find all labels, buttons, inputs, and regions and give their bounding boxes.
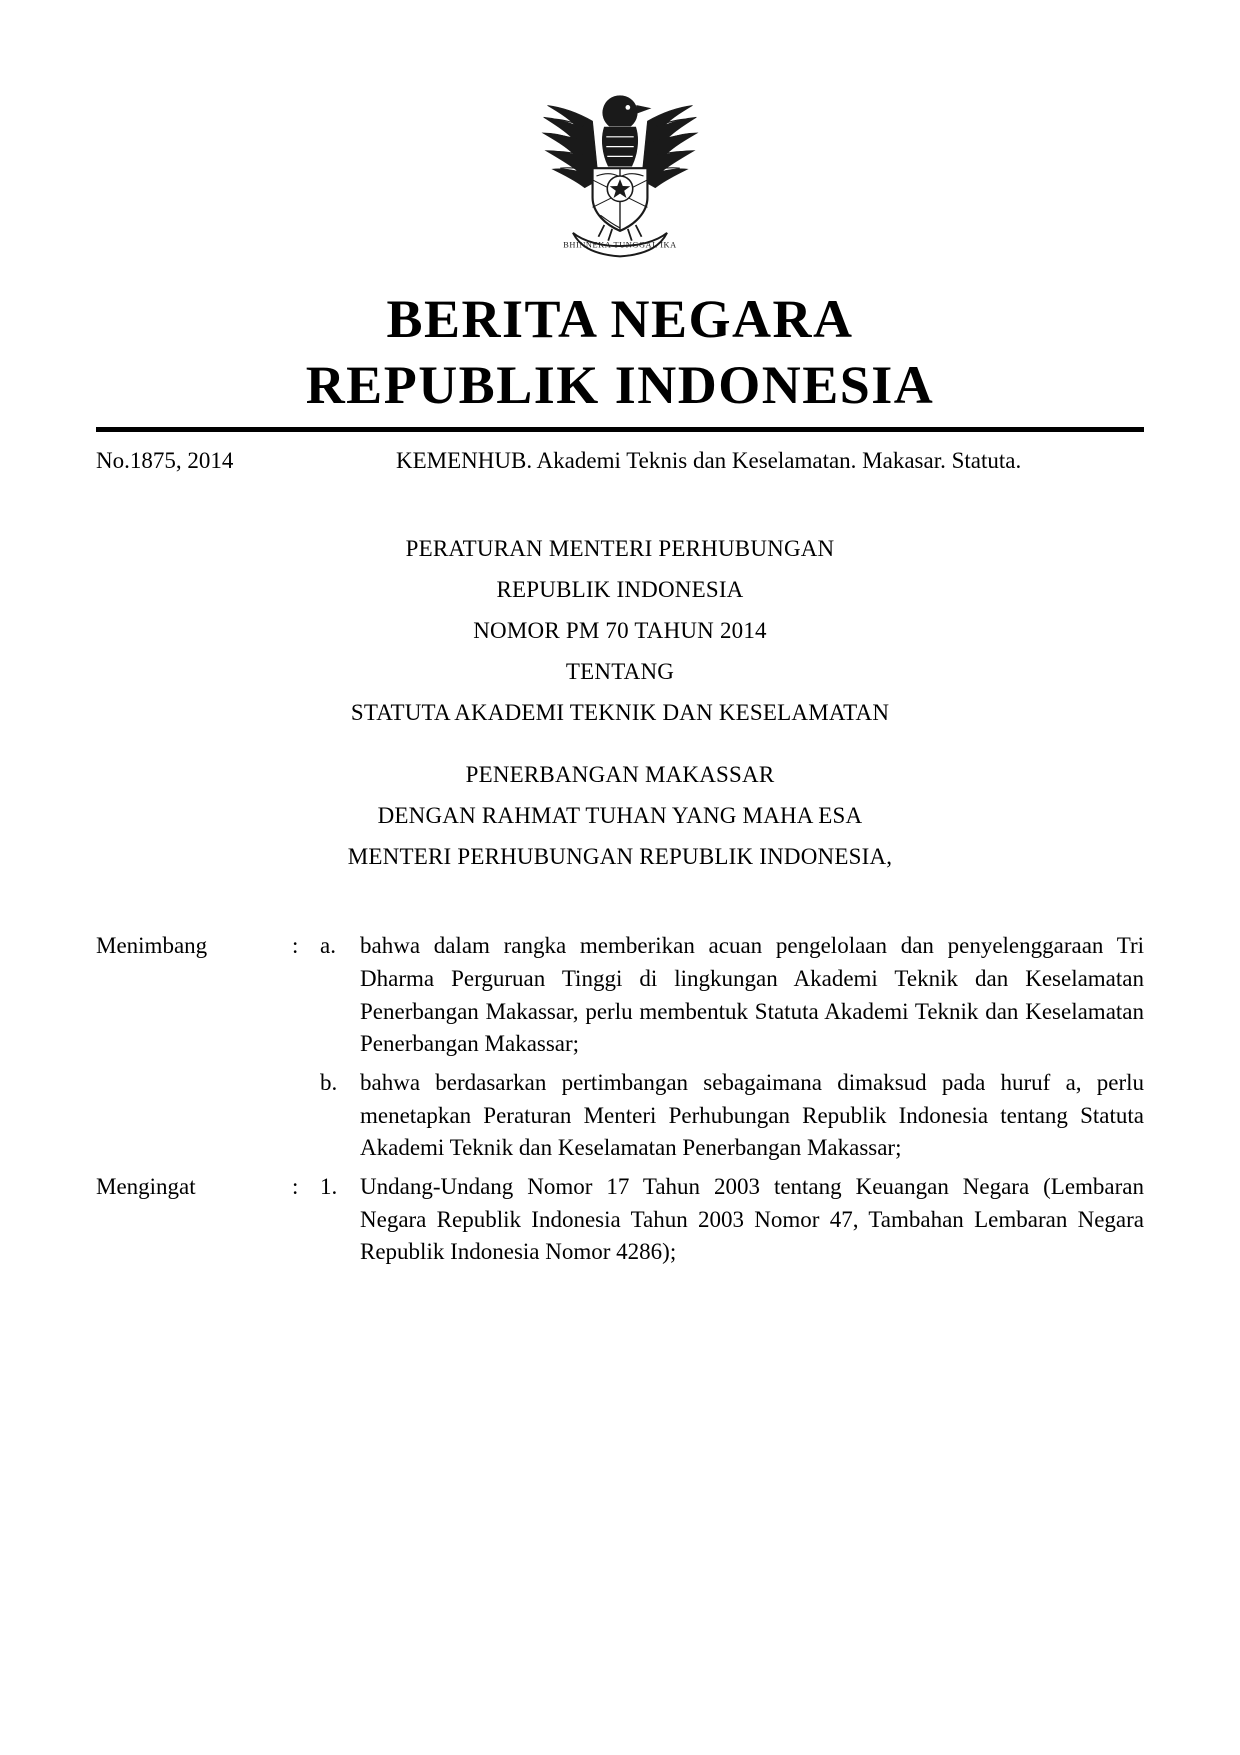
title-line-7: DENGAN RAHMAT TUHAN YANG MAHA ESA — [377, 803, 863, 829]
header-divider — [96, 427, 1144, 432]
clause-row — [96, 1171, 1144, 1269]
masthead-line-1: BERITA NEGARA — [386, 289, 854, 349]
clause-label: Mengingat — [96, 1173, 196, 1199]
issue-number: No.1875, 2014 — [96, 448, 234, 474]
clause-text: bahwa dalam rangka memberikan acuan pengelolaan dan penyelenggaraan Tri Dharma Perguruan Tinggi di lingkungan Akademi Teknik dan Keselamatan Penerbangan Makassar, perlu membentuk Statuta Akademi Teknik dan Keselamatan Penerbangan Makassar; — [360, 933, 1144, 1057]
issue-subject: KEMENHUB. Akademi Teknis dan Keselamatan. Makasar. Statuta. — [396, 448, 1022, 474]
clause-marker: b. — [320, 1069, 338, 1095]
clause-marker: 1. — [320, 1173, 338, 1199]
title-line-8: MENTERI PERHUBUNGAN REPUBLIK INDONESIA, — [347, 844, 893, 870]
clause-row — [96, 930, 1144, 1061]
clause-colon: : — [292, 1173, 299, 1199]
clause-text: Undang-Undang Nomor 17 Tahun 2003 tentang Keuangan Negara (Lembaran Negara Republik Indonesia Tahun 2003 Nomor 47, Tambahan Lembaran Negara Republik Indonesia Nomor 4286); — [360, 1173, 1144, 1265]
masthead — [96, 288, 1144, 417]
regulation-title-block — [96, 529, 1144, 879]
clause-list — [96, 930, 1144, 1269]
title-line-6: PENERBANGAN MAKASSAR — [465, 762, 775, 788]
garuda-pancasila-emblem — [522, 78, 718, 274]
title-line-5: STATUTA AKADEMI TEKNIK DAN KESELAMATAN — [350, 699, 890, 725]
title-line-1: PERATURAN MENTERI PERHUBUNGAN — [405, 535, 835, 561]
clause-label: Menimbang — [96, 933, 208, 959]
title-line-4: TENTANG — [565, 658, 675, 684]
masthead-line-2: REPUBLIK INDONESIA — [305, 354, 935, 415]
issue-line — [96, 446, 1144, 476]
title-line-2: REPUBLIK INDONESIA — [496, 576, 744, 602]
svg-text:BHINNEKA TUNGGAL IKA: BHINNEKA TUNGGAL IKA — [563, 240, 677, 250]
clause-row — [96, 1067, 1144, 1165]
title-line-3: NOMOR PM 70 TAHUN 2014 — [473, 617, 767, 643]
clause-text: bahwa berdasarkan pertimbangan sebagaimana dimaksud pada huruf a, perlu menetapkan Peraturan Menteri Perhubungan Republik Indonesia tentang Statuta Akademi Teknik dan Keselamatan Penerbangan Makassar; — [360, 1069, 1144, 1161]
emblem-container — [96, 74, 1144, 274]
clause-colon: : — [292, 933, 299, 959]
clause-marker: a. — [320, 933, 336, 959]
